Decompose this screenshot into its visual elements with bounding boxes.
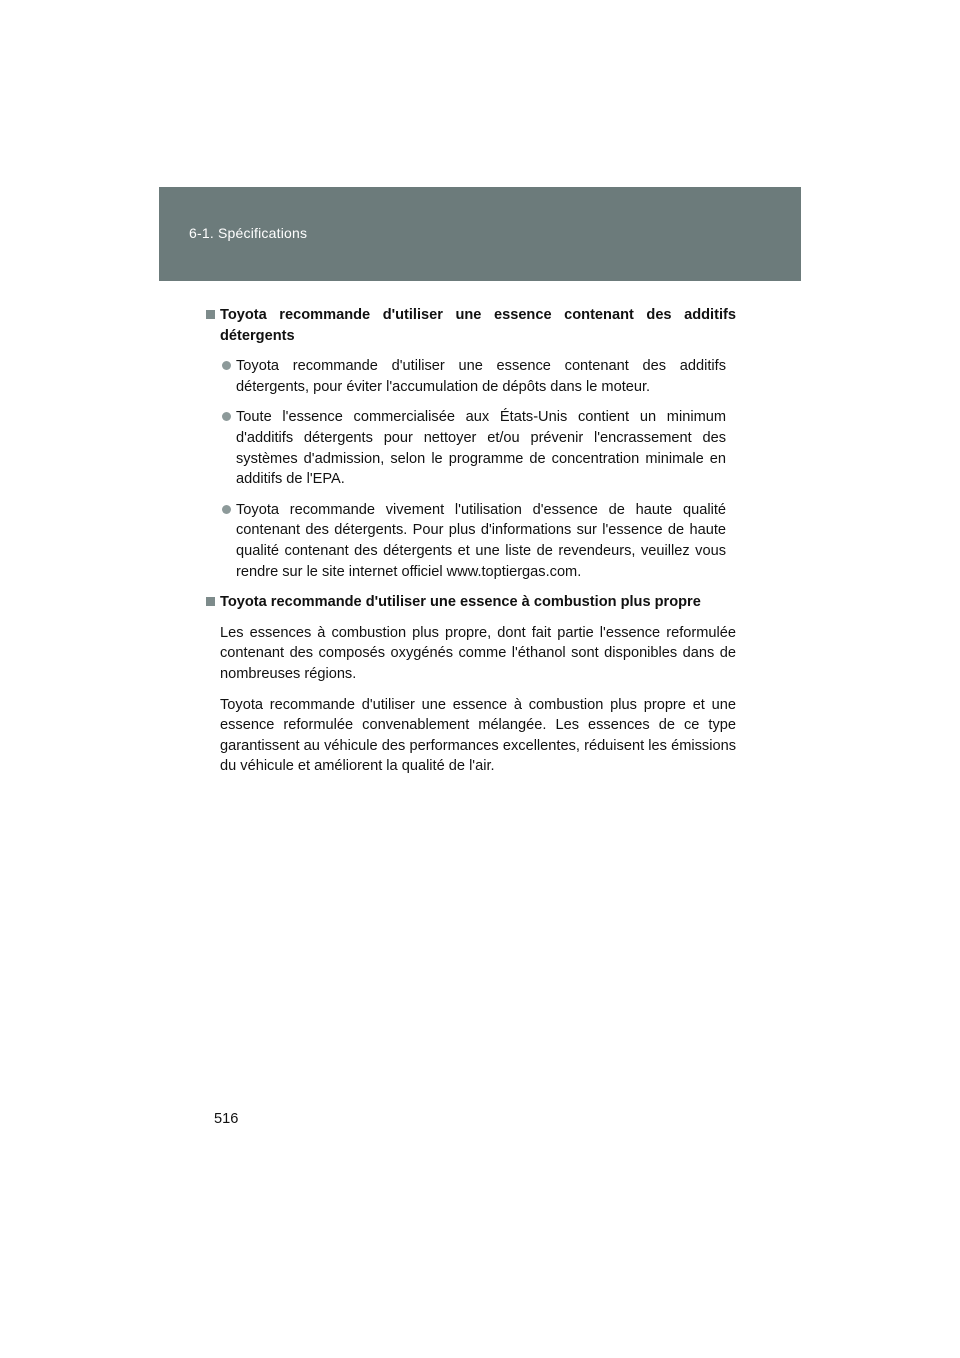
section-header-band (159, 187, 801, 281)
page-number: 516 (214, 1111, 239, 1127)
circle-bullet-icon (222, 407, 236, 489)
section-title: 6-1. Spécifications (189, 225, 308, 241)
list-item-text: Toute l'essence commercialisée aux États-Unis contient un minimum d'additifs détergents pour nettoyer et/ou prévenir l'encrassement des systèmes d'admission, selon le programme de concentration minimale en additifs de l'EPA. (236, 409, 726, 488)
page-content (206, 305, 736, 787)
paragraph: Les essences à combustion plus propre, dont fait partie l'essence reformulée contenant des composés oxygénés comme l'éthanol sont disponibles dans de nombreuses régions. (220, 624, 736, 682)
section-heading-text: Toyota recommande d'utiliser une essence contenant des additifs détergents (220, 307, 736, 344)
list-item-text: Toyota recommande vivement l'utilisation d'essence de haute qualité contenant des détergents. Pour plus d'informations sur l'essence de haute qualité contenant des détergents et une liste de revendeurs, veuillez vous rendre sur le site internet officiel www.toptiergas.com. (236, 501, 726, 580)
list-item (222, 356, 726, 397)
list-item-text: Toyota recommande d'utiliser une essence contenant des additifs détergents, pour éviter l'accumulation de dépôts dans le moteur. (236, 358, 726, 395)
section-heading (206, 305, 736, 346)
circle-bullet-icon (222, 500, 236, 582)
square-bullet-icon (206, 305, 220, 346)
paragraph: Toyota recommande d'utiliser une essence à combustion plus propre et une essence reformulée convenablement mélangée. Les essences de ce type garantissent au véhicule des performances excellentes, réduisent les émissions du véhicule et améliorent la qualité de l'air. (220, 696, 736, 775)
circle-bullet-icon (222, 356, 236, 397)
section-heading (206, 592, 736, 613)
list-item (222, 500, 726, 582)
list-item (222, 407, 726, 489)
section-heading-text: Toyota recommande d'utiliser une essence à combustion plus propre (220, 594, 701, 611)
square-bullet-icon (206, 592, 220, 613)
